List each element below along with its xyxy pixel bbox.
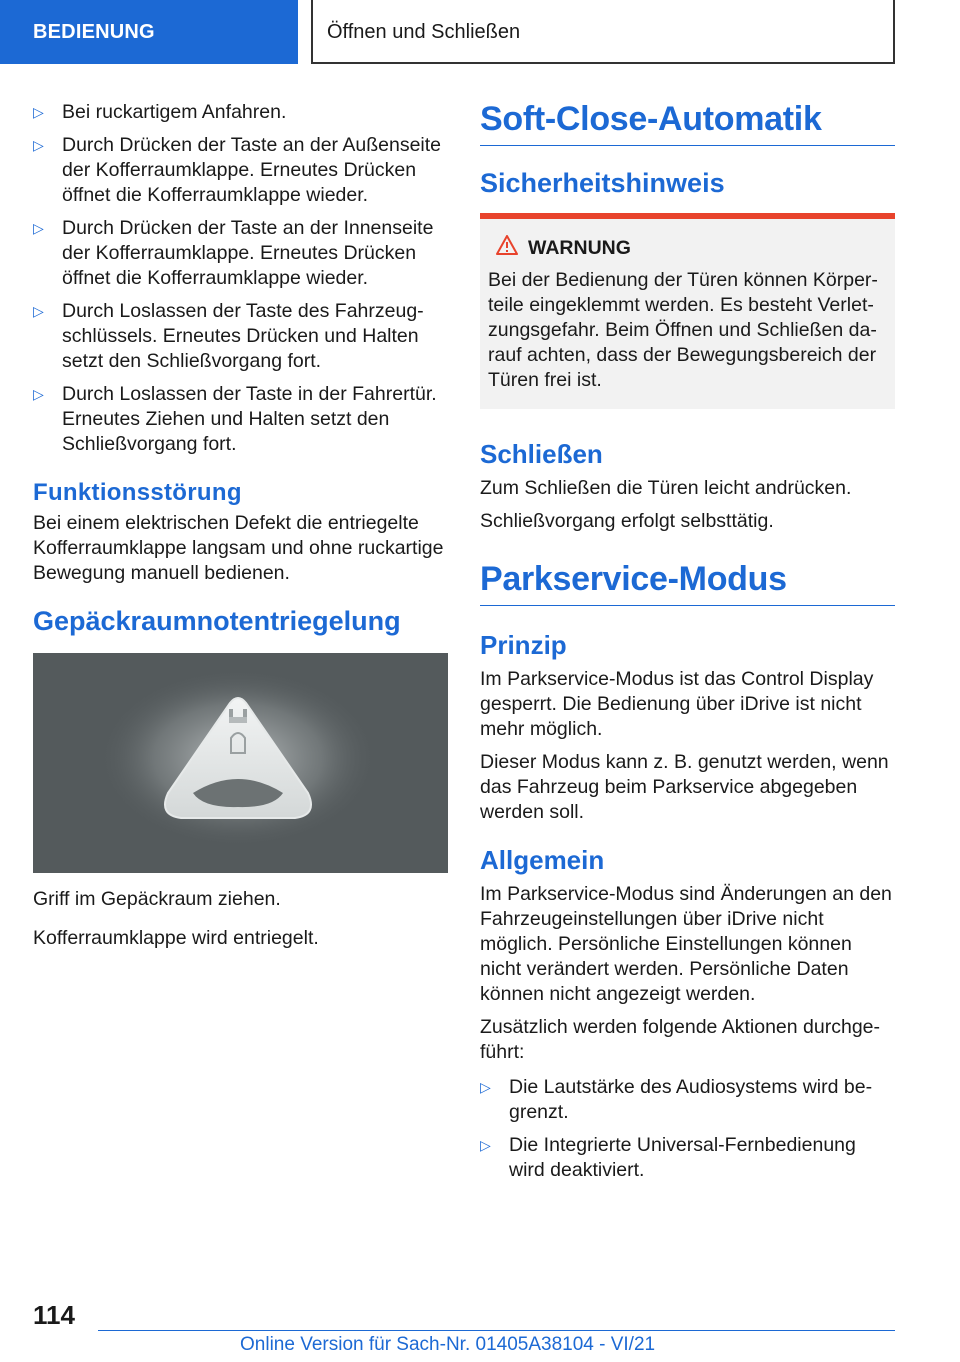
triangle-bullet-icon: ▷ (33, 104, 44, 120)
triangle-bullet-icon: ▷ (480, 1079, 491, 1095)
malfunction-heading: Funktionsstörung (33, 479, 242, 506)
left-column (33, 100, 448, 959)
emergency-step-1: Griff im Gepäckraum ziehen. (33, 888, 281, 910)
page-number: 114 (33, 1300, 75, 1330)
online-version-link[interactable]: Online Version für Sach-Nr. 01405A38104 - VI/21 (240, 1334, 656, 1355)
principle-text-2: Dieser Modus kann z. B. genutzt werden, wenn das Fahrzeug beim Parkservice abgegeben werden soll. (480, 751, 889, 823)
closing-text-1: Zum Schließen die Türen leicht andrücken. (480, 477, 852, 499)
list-item: ▷ Die Integrierte Universal-Fernbedienung wird deaktiviert. (480, 1134, 856, 1181)
warning-box (480, 213, 895, 409)
list-item: ▷ Durch Drücken der Taste an der Außenseite der Kofferraumklappe. Erneutes Drücken öffnet die Kofferraumklappe wieder. (33, 134, 442, 206)
list-item: ▷ Durch Loslassen der Taste des Fahrzeugschlüssels. Erneutes Drücken und Halten setzt den Schließvorgang fort. (33, 300, 424, 372)
footer-divider (98, 1330, 895, 1331)
list-item: ▷ Durch Drücken der Taste an der Innenseite der Kofferraumklappe. Erneutes Drücken öffnet die Kofferraumklappe wieder. (33, 217, 434, 289)
list-item: ▷ Durch Loslassen der Taste in der Fahrertür. Erneutes Ziehen und Halten setzt den Schließvorgang fort. (33, 383, 437, 455)
left-bullet-list (33, 100, 448, 457)
emergency-release-heading: Gepäckraumnotentriegelung (33, 606, 401, 636)
general-heading: Allgemein (480, 845, 605, 875)
emergency-handle-icon (33, 653, 448, 873)
safety-heading: Sicherheitshinweis (480, 168, 725, 198)
triangle-bullet-icon: ▷ (33, 303, 44, 319)
general-text-1: Im Parkservice-Modus sind Änderungen an den Fahrzeugeinstellungen über iDrive nicht möglich. Persönliche Einstellungen können nicht verändert werden. Persönliche Daten können nicht angezeigt werden. (480, 883, 892, 1005)
softclose-title: Soft-Close-Automatik (480, 100, 895, 146)
emergency-step-2: Kofferraumklappe wird entriegelt. (33, 927, 319, 949)
triangle-bullet-icon: ▷ (33, 137, 44, 153)
warning-triangle-icon (496, 235, 518, 255)
triangle-bullet-icon: ▷ (33, 386, 44, 402)
chapter-title: Öffnen und Schließen (311, 0, 895, 64)
warning-label: WARNUNG (488, 237, 887, 260)
malfunction-text: Bei einem elektrischen Defekt die entriegelte Kofferraumklappe langsam und ohne ruckartige Bewegung manuell bedienen. (33, 512, 444, 584)
closing-heading: Schließen (480, 439, 603, 469)
right-bullet-list (480, 1075, 895, 1183)
principle-heading: Prinzip (480, 630, 567, 660)
parkservice-title: Parkservice-Modus (480, 560, 895, 606)
general-text-2: Zusätzlich werden folgende Aktionen durchgeführt: (480, 1016, 881, 1063)
closing-text-2: Schließvorgang erfolgt selbsttätig. (480, 510, 774, 532)
triangle-bullet-icon: ▷ (33, 220, 44, 236)
section-tab: BEDIENUNG (0, 0, 298, 64)
triangle-bullet-icon: ▷ (480, 1137, 491, 1153)
right-column (480, 100, 895, 1191)
list-item: ▷ Bei ruckartigem Anfahren. (33, 101, 287, 123)
warning-text: Bei der Bedienung der Türen können Körperteile eingeklemmt werden. Es besteht Verletzungsgefahr. Beim Öffnen und Schließen darauf achten, dass der Bewegungsbereich der Türen frei ist. (488, 269, 878, 391)
list-item: ▷ Die Lautstärke des Audiosystems wird begrenzt. (480, 1076, 873, 1123)
emergency-handle-photo (33, 653, 448, 873)
principle-text-1: Im Parkservice-Modus ist das Control Display gesperrt. Die Bedienung über iDrive ist nicht mehr möglich. (480, 668, 874, 740)
